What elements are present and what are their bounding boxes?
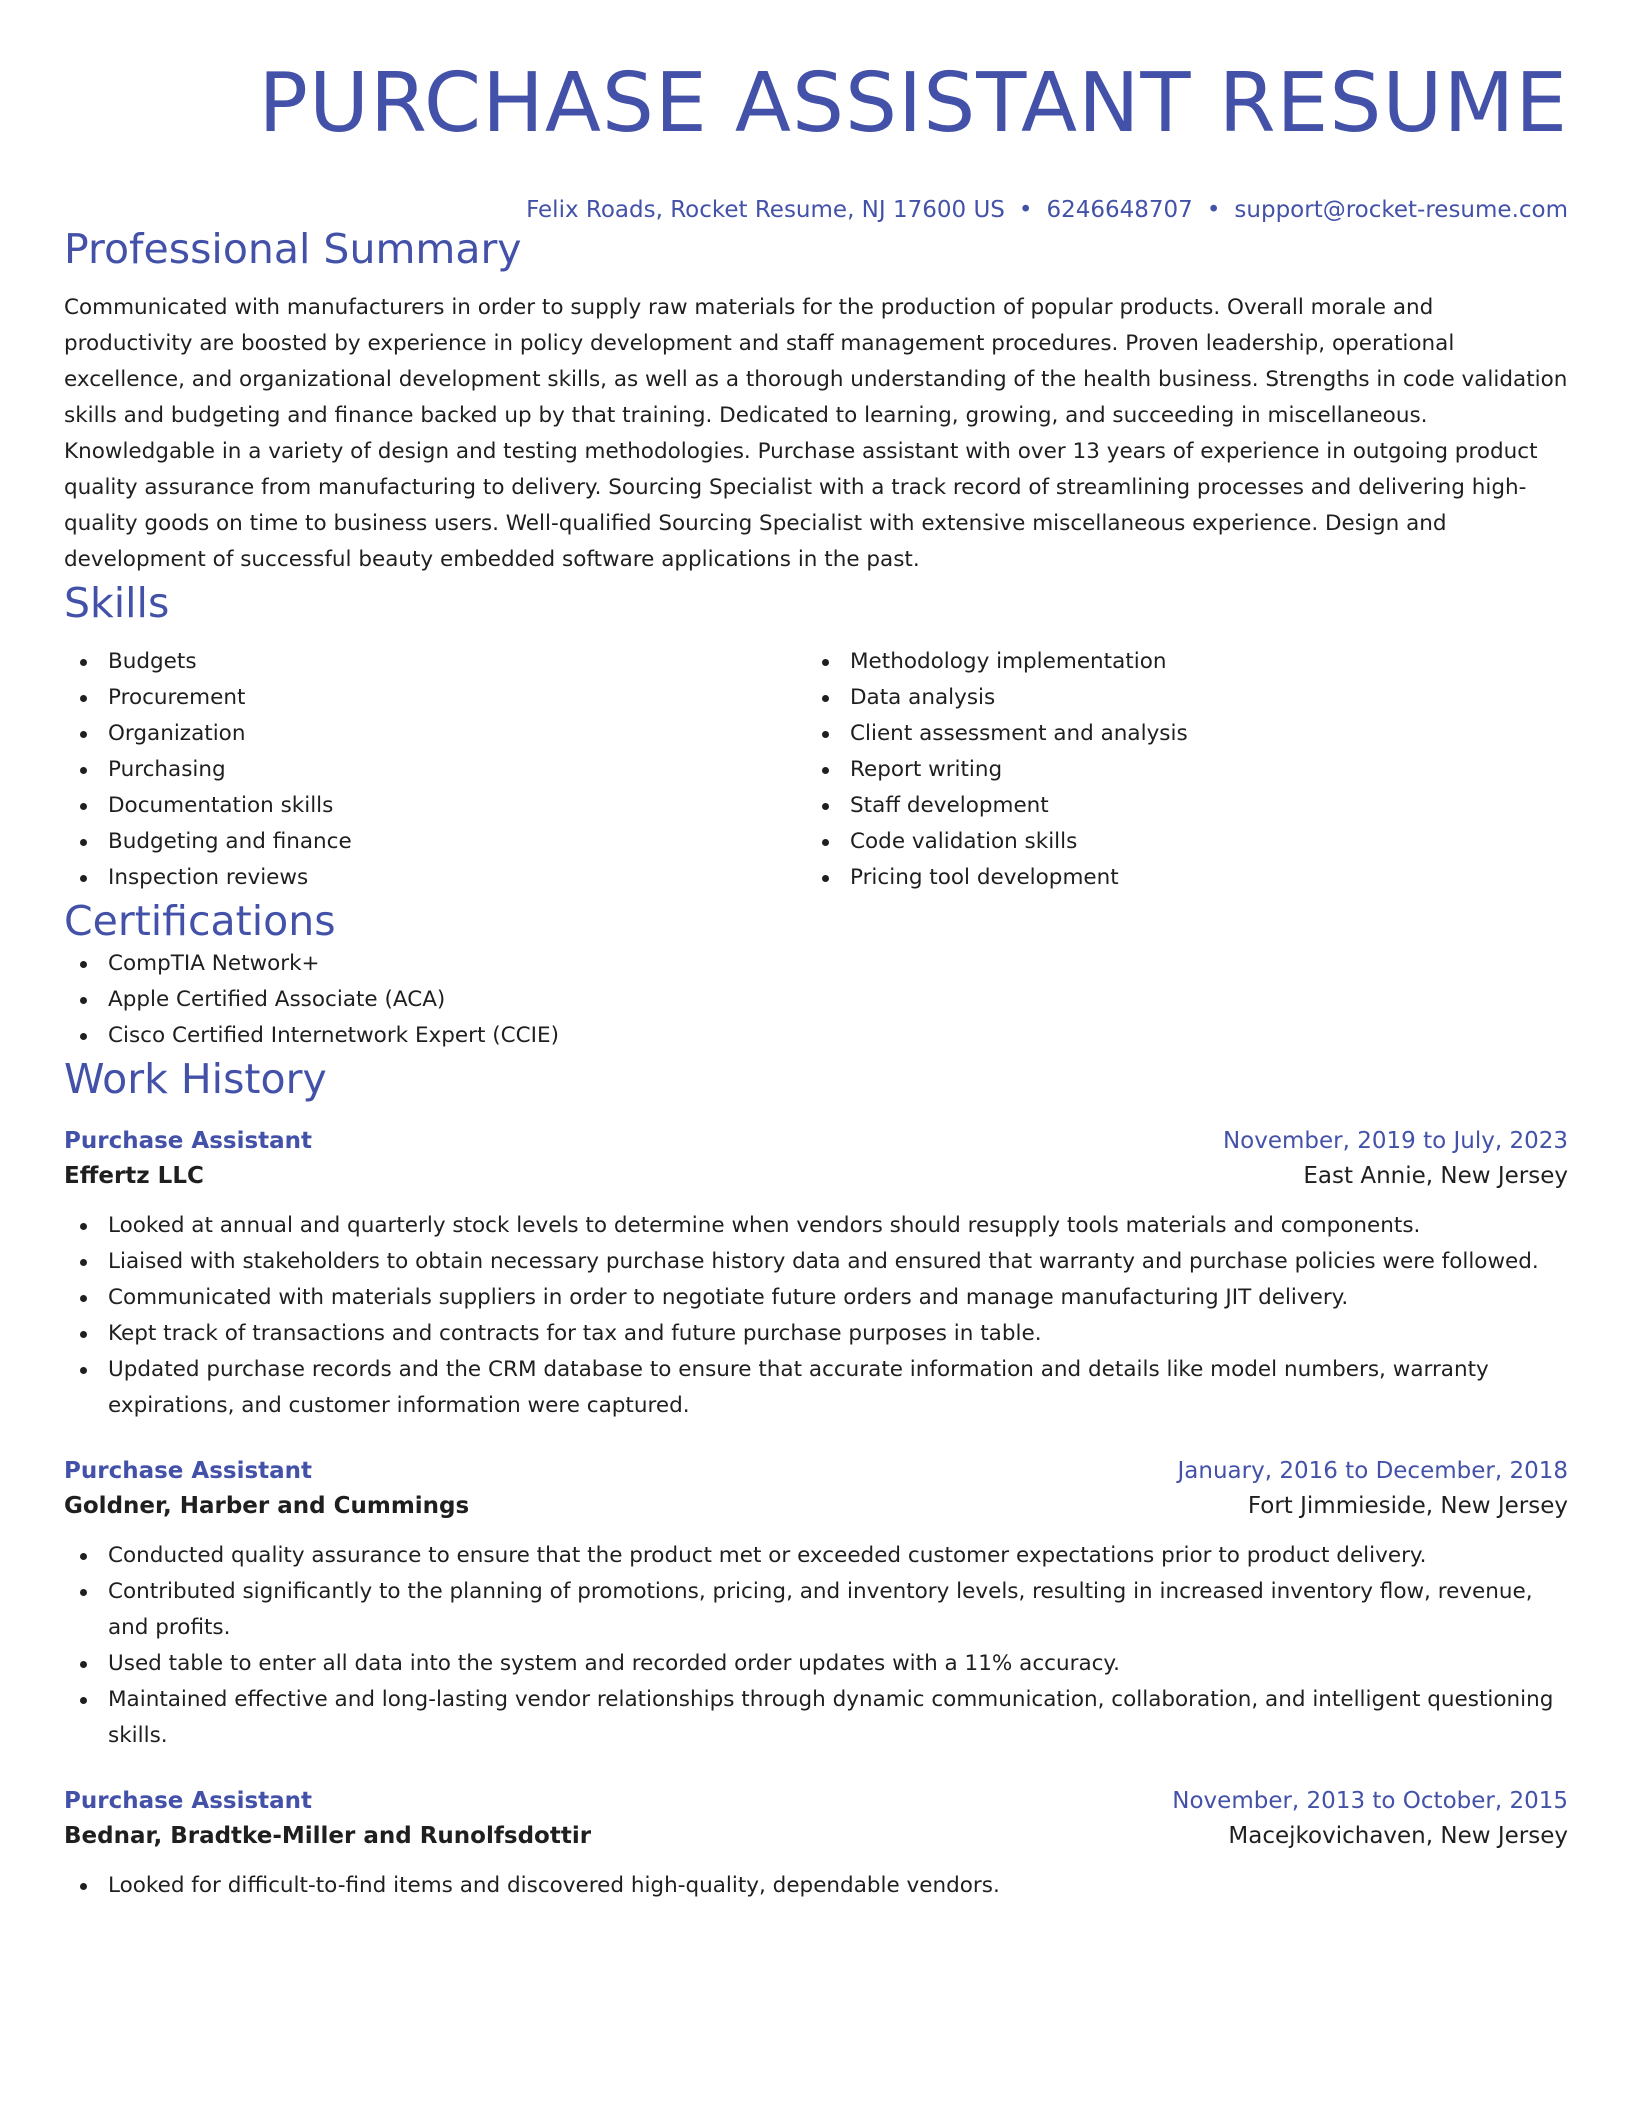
contact-address: Felix Roads, Rocket Resume, NJ 17600 US [526, 197, 1005, 223]
work-history-heading: Work History [64, 1055, 327, 1103]
job-entry [64, 1456, 1568, 1754]
skill-item: Documentation skills [64, 788, 806, 824]
summary-heading: Professional Summary [64, 225, 522, 273]
skill-item: Code validation skills [806, 824, 1548, 860]
job-bullets [64, 1208, 1568, 1424]
job-bullet: Looked for difficult-to-find items and discovered high-quality, dependable vendors. [64, 1868, 1568, 1904]
job-header [64, 1126, 1568, 1156]
job-bullet: Looked at annual and quarterly stock levels to determine when vendors should resupply tools materials and components. [64, 1208, 1568, 1244]
skill-item: Pricing tool development [806, 860, 1548, 896]
job-bullet: Communicated with materials suppliers in order to negotiate future orders and manage manufacturing JIT delivery. [64, 1280, 1568, 1316]
job-role: Purchase Assistant [64, 1458, 313, 1484]
certifications-list [64, 946, 1568, 1054]
skill-item: Data analysis [806, 680, 1548, 716]
resume-title: PURCHASE ASSISTANT RESUME [258, 56, 1568, 151]
job-dates: January, 2016 to December, 2018 [1177, 1458, 1568, 1484]
contact-phone[interactable]: 6246648707 [1046, 197, 1193, 223]
skill-item: Methodology implementation [806, 644, 1548, 680]
job-bullet: Liaised with stakeholders to obtain necessary purchase history data and ensured that warranty and purchase policies were followed. [64, 1244, 1568, 1280]
certification-item: Cisco Certified Internetwork Expert (CCIE) [64, 1018, 1568, 1054]
skill-item: Staff development [806, 788, 1548, 824]
job-location: Fort Jimmieside, New Jersey [1247, 1493, 1568, 1519]
certification-item: CompTIA Network+ [64, 946, 1568, 982]
job-header [64, 1456, 1568, 1486]
skill-item: Inspection reviews [64, 860, 806, 896]
job-entry [64, 1126, 1568, 1424]
job-company: Effertz LLC [64, 1163, 204, 1189]
skill-item: Procurement [64, 680, 806, 716]
skills-left-column [64, 644, 806, 896]
skill-item: Budgets [64, 644, 806, 680]
skill-item: Organization [64, 716, 806, 752]
job-bullet: Conducted quality assurance to ensure that the product met or exceeded customer expectations prior to product delivery. [64, 1538, 1568, 1574]
job-company: Bednar, Bradtke-Miller and Runolfsdottir [64, 1823, 592, 1849]
skill-item: Report writing [806, 752, 1548, 788]
job-bullet: Kept track of transactions and contracts for tax and future purchase purposes in table. [64, 1316, 1568, 1352]
contact-line [64, 196, 1568, 224]
summary-text: Communicated with manufacturers in order to supply raw materials for the production of popular products. Overall morale and productivity are boosted by experience in policy development and staff management procedures. Proven leadership, operational excellence, and organizational development skills, as well as a thorough understanding of the health business. Strengths in code validation skills and budgeting and finance backed up by that training. Dedicated to learning, growing, and succeeding in miscellaneous. Knowledgable in a variety of design and testing methodologies. Purchase assistant with over 13 years of experience in outgoing product quality assurance from manufacturing to delivery. Sourcing Specialist with a track record of streamlining processes and delivering high-quality goods on time to business users. Well-qualified Sourcing Specialist with extensive miscellaneous experience. Design and development of successful beauty embedded software applications in the past. [64, 295, 1568, 572]
job-header [64, 1786, 1568, 1816]
job-location: East Annie, New Jersey [1303, 1163, 1568, 1189]
job-role: Purchase Assistant [64, 1788, 313, 1814]
contact-separator: • [1206, 197, 1221, 223]
skill-item: Purchasing [64, 752, 806, 788]
skill-item: Client assessment and analysis [806, 716, 1548, 752]
certifications-heading: Certifications [64, 897, 336, 945]
job-entry [64, 1786, 1568, 1904]
contact-email[interactable]: support@rocket-resume.com [1234, 197, 1568, 223]
contact-separator: • [1018, 197, 1033, 223]
skills-grid [64, 644, 1568, 896]
job-bullet: Maintained effective and long-lasting vendor relationships through dynamic communication, collaboration, and intelligent questioning skills. [64, 1682, 1568, 1754]
job-role: Purchase Assistant [64, 1128, 313, 1154]
skills-right-column [806, 644, 1548, 896]
job-subheader [64, 1486, 1568, 1526]
skill-item: Budgeting and finance [64, 824, 806, 860]
job-bullets [64, 1868, 1568, 1904]
certification-item: Apple Certified Associate (ACA) [64, 982, 1568, 1018]
job-company: Goldner, Harber and Cummings [64, 1493, 470, 1519]
resume-page [64, 0, 1568, 1904]
job-dates: November, 2013 to October, 2015 [1172, 1788, 1568, 1814]
job-subheader [64, 1156, 1568, 1196]
job-bullets [64, 1538, 1568, 1754]
job-dates: November, 2019 to July, 2023 [1222, 1128, 1568, 1154]
job-bullet: Used table to enter all data into the system and recorded order updates with a 11% accuracy. [64, 1646, 1568, 1682]
job-location: Macejkovichaven, New Jersey [1228, 1823, 1568, 1849]
job-subheader [64, 1816, 1568, 1856]
job-bullet: Updated purchase records and the CRM database to ensure that accurate information and details like model numbers, warranty expirations, and customer information were captured. [64, 1352, 1568, 1424]
skills-heading: Skills [64, 579, 170, 627]
job-bullet: Contributed significantly to the planning of promotions, pricing, and inventory levels, resulting in increased inventory flow, revenue, and profits. [64, 1574, 1568, 1646]
